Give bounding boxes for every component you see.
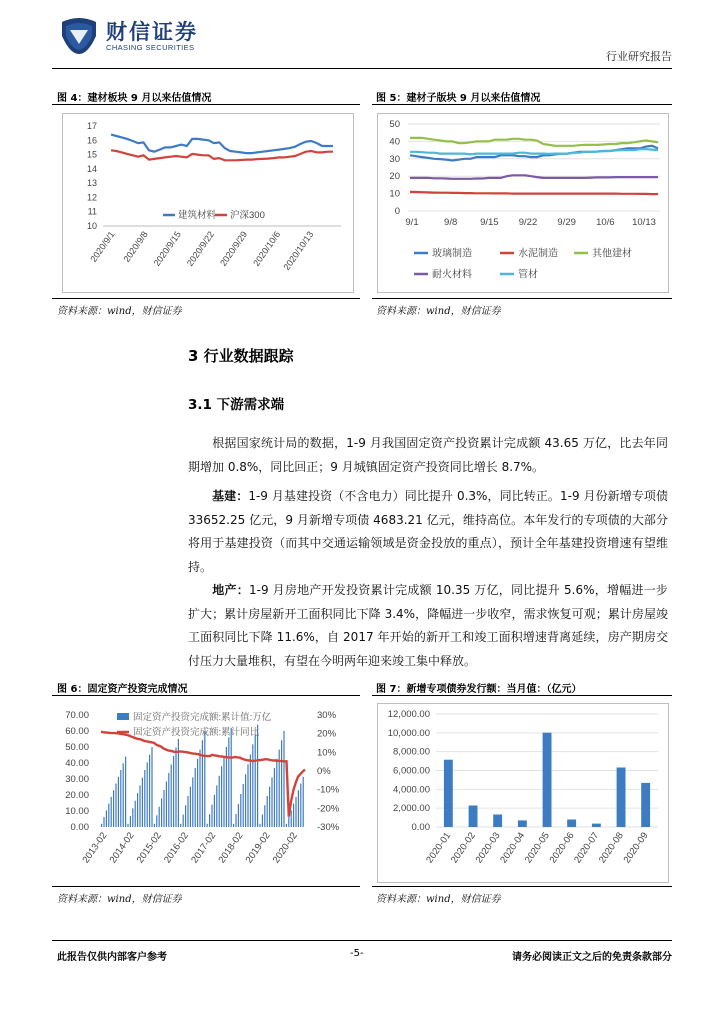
fig4-title-rule (52, 104, 360, 105)
fig4-legend-label: 沪深300 (230, 210, 265, 221)
fig6-xtick-label: 2017-02 (189, 830, 219, 866)
fig5-xtick-label: 9/22 (518, 217, 538, 228)
fig7-bar (469, 806, 478, 828)
fig5-legend-label: 水泥制造 (518, 248, 558, 260)
fig6-bar (125, 757, 126, 827)
fig5-legend-label: 其他建材 (592, 248, 632, 260)
fig6-bar (257, 725, 258, 827)
fig6-bar (135, 801, 136, 827)
fig4-source: 资料来源：wind，财信证券 (57, 306, 182, 317)
fig4-xtick-label: 2020/10/13 (281, 229, 316, 273)
fig6-ytick-left-label: 40.00 (65, 758, 89, 769)
fig6-xtick-label: 2014-02 (107, 830, 137, 866)
fig6-xtick-label: 2015-02 (134, 830, 164, 866)
fig4-title: 图 4：建材板块 9 月以来估值情况 (57, 93, 212, 104)
fig6-bar (108, 804, 109, 827)
fig6-bar (207, 824, 208, 827)
fig4-xtick-label: 2020/10/6 (251, 229, 283, 268)
fig6-bar (219, 776, 220, 827)
fig5-legend-label: 耐火材料 (432, 269, 472, 281)
fig5-source-rule (372, 298, 672, 299)
fig7-bar (567, 820, 576, 828)
fig4-chart-svg (63, 114, 353, 292)
fig6-bar (209, 814, 210, 827)
fig6-xtick-label: 2016-02 (162, 830, 192, 866)
fig6-ytick-left-label: 50.00 (65, 742, 89, 753)
fig5-series-line-5 (410, 149, 658, 154)
fig7-xtick-label: 2020-03 (473, 830, 503, 866)
fig6-bar (288, 817, 289, 827)
fig6-bar (192, 777, 193, 827)
fig6-title-rule (52, 695, 360, 696)
fig6-title: 图 6：固定资产投资完成情况 (57, 684, 188, 695)
fig4-xtick-label: 2020/9/22 (184, 229, 217, 268)
fig6-bar (171, 764, 172, 827)
logo-emblem-icon (58, 14, 100, 56)
fig6-bar (291, 810, 292, 827)
fig4-xtick-label: 2020/9/29 (218, 229, 250, 268)
logo-text-en: CHASING SECURITIES (106, 43, 195, 52)
fig6-legend-swatch-bar (117, 713, 129, 720)
fig4-ytick-label: 14 (86, 163, 97, 174)
fig7-bar (543, 733, 552, 827)
fig6-bar (245, 774, 246, 827)
fig6-bar (144, 770, 145, 827)
fig6-bar (259, 824, 260, 827)
fig6-bar (267, 796, 268, 827)
fig7-xtick-label: 2020-06 (547, 830, 577, 866)
page-number: -5- (350, 948, 364, 959)
fig6-bar (252, 744, 253, 827)
fig6-bar (264, 805, 265, 827)
section-heading: 3 行业数据跟踪 (188, 347, 294, 365)
fig6-bar (233, 824, 234, 827)
fig7-xtick-label: 2020-05 (522, 830, 552, 866)
fig5-source: 资料来源：wind，财信证券 (376, 306, 501, 317)
fig5-xtick-label: 9/1 (405, 217, 419, 228)
fig6-bar (180, 824, 181, 827)
fig7-chart-svg (378, 704, 668, 882)
fig5-ytick-label: 20 (389, 171, 400, 183)
fig6-ytick-left-label: 0.00 (70, 822, 89, 833)
paragraph-infrastructure (188, 485, 668, 579)
fig6-bar (283, 731, 284, 827)
paragraph-infrastructure-text: 1-9 月基建投资（不含电力）同比提升 0.3%，同比转正。1-9 月份新增专项债 33652.25 亿元，9 月新增专项债 4683.21 亿元，维持高位。本年发行的专项债的大部分将用于基建投资（而其中交通运输领域是资金投放的重点），预计全年基建投资增速有望维持。 (188, 489, 668, 574)
fig4-ytick-label: 13 (86, 178, 97, 189)
fig6-legend-label-bar: 固定资产投资完成额:累计值:万亿 (133, 712, 272, 723)
fig7-ytick-label: 8,000.00 (393, 746, 430, 758)
logo-text-cn: 财信证券 (106, 20, 198, 44)
fig7-xtick-label: 2020-02 (448, 830, 478, 866)
fig7-xtick-label: 2020-01 (424, 830, 454, 866)
report-type-label: 行业研究报告 (606, 50, 672, 63)
fig6-bar (123, 763, 124, 827)
footer-divider (52, 940, 672, 941)
fig6-bar (137, 793, 138, 827)
fig6-bar (195, 768, 196, 827)
fig5-ytick-label: 10 (389, 188, 400, 200)
paragraph-real-estate (188, 579, 668, 673)
fig6-source-rule (52, 886, 360, 887)
fig5-title-rule (372, 104, 672, 105)
fig4-source-rule (52, 298, 360, 299)
paragraph-real-estate-text: 1-9 月房地产开发投资累计完成额 10.35 万亿，同比提升 5.6%，增幅进一步扩大；累计房屋新开工面积同比下降 3.4%，降幅进一步收窄，需求恢复可观；累计房屋竣工面积同比下降 11.6%，自 2017 年开始的新开工和竣工面积增速背离延续，房产期房交付压力大量堆积，有望在今明两年迎来竣工集中释放。 (188, 583, 668, 668)
subsection-heading: 3.1 下游需求端 (188, 397, 285, 413)
fig7-title: 图 7：新增专项债券发行额：当月值：（亿元） (376, 684, 582, 695)
fig5-ytick-label: 0 (394, 206, 400, 217)
fig6-ytick-left-label: 10.00 (65, 806, 89, 817)
paragraph-fixed-asset-text: 根据国家统计局的数据，1-9 月我国固定资产投资累计完成额 43.65 万亿，比去年同期增加 0.8%，同比回正；9 月城镇固定资产投资同比增长 8.7%。 (188, 436, 668, 474)
fig6-bar (298, 790, 299, 827)
fig7-bar (518, 820, 527, 827)
fig6-bar (142, 778, 143, 827)
fig6-bar (231, 728, 232, 827)
fig6-ytick-right-label: 30% (317, 710, 337, 721)
fig6-bar (243, 784, 244, 827)
paragraph-real-estate-label: 地产： (212, 583, 249, 597)
fig6-ytick-right-label: 10% (317, 747, 337, 759)
fig6-bar (223, 757, 224, 827)
fig6-bar (187, 796, 188, 827)
fig5-ytick-label: 50 (389, 119, 400, 130)
fig4-ytick-label: 10 (86, 221, 97, 231)
fig7-xtick-label: 2020-04 (498, 830, 528, 866)
fig4-ytick-label: 17 (86, 121, 97, 131)
fig6-bar (154, 824, 155, 827)
fig6-bar (111, 797, 112, 827)
fig6-bar (295, 797, 296, 827)
fig7-ytick-label: 4,000.00 (393, 784, 430, 796)
fig5-legend-label: 管材 (518, 269, 538, 281)
fig6-ytick-right-label: 20% (317, 728, 337, 740)
fig6-bar (269, 787, 270, 827)
fig6-bar (276, 759, 277, 827)
fig6-bar (271, 777, 272, 827)
fig6-bar (197, 759, 198, 827)
fig6-bar (166, 781, 167, 827)
fig7-bar (444, 760, 453, 827)
fig6-chart-svg (55, 703, 360, 883)
fig6-bar (216, 785, 217, 827)
fig4-xtick-label: 2020/9/1 (88, 229, 117, 264)
fig7-chart (377, 703, 669, 883)
fig6-ytick-left-label: 70.00 (65, 710, 89, 721)
fig6-bar (185, 805, 186, 827)
fig4-legend-label: 建筑材料 (178, 210, 217, 221)
fig7-bar (641, 783, 650, 827)
fig6-xtick-label: 2018-02 (216, 830, 246, 866)
fig6-bar (118, 777, 119, 827)
fig5-legend-label: 玻璃制造 (432, 248, 472, 260)
fig4-ytick-label: 16 (86, 135, 97, 146)
fig6-bar (303, 777, 304, 827)
fig6-bar (103, 817, 104, 827)
fig4-xtick-label: 2020/9/8 (121, 229, 150, 264)
fig7-bar (493, 815, 502, 828)
fig6-bar (190, 787, 191, 827)
header-divider (52, 68, 672, 69)
fig6-bar (156, 815, 157, 827)
fig6-bar (262, 815, 263, 828)
footer-disclaimer-right: 请务必阅读正文之后的免责条款部分 (512, 952, 672, 963)
fig5-ytick-label: 30 (389, 153, 400, 165)
fig6-bar (240, 794, 241, 827)
fig6-bar (293, 804, 294, 827)
fig6-ytick-right-label: -10% (317, 784, 340, 796)
fig6-bar (127, 824, 128, 827)
fig6-bar (139, 785, 140, 827)
fig7-xtick-label: 2020-07 (572, 830, 602, 866)
fig6-bar (149, 755, 150, 827)
fig6-bar (163, 790, 164, 827)
fig6-bar (214, 795, 215, 827)
fig5-xtick-label: 9/29 (557, 217, 576, 228)
fig6-ytick-right-label: -20% (317, 803, 340, 815)
fig5-xtick-label: 9/15 (480, 217, 499, 228)
fig6-bar (238, 804, 239, 827)
paragraph-fixed-asset (188, 432, 668, 479)
fig6-bar (173, 756, 174, 827)
fig6-bar (183, 815, 184, 828)
fig6-bar (250, 754, 251, 827)
fig6-bar (115, 784, 116, 828)
fig6-ytick-left-label: 60.00 (65, 726, 89, 737)
fig6-bar (235, 814, 236, 827)
fig6-bar (202, 740, 203, 827)
fig6-bar (168, 773, 169, 827)
fig6-ytick-left-label: 30.00 (65, 774, 89, 785)
fig6-xtick-label: 2013-02 (80, 830, 110, 866)
fig6-bar (161, 798, 162, 827)
fig5-series-line-2 (410, 192, 658, 194)
fig6-chart (55, 703, 360, 883)
fig5-chart (377, 113, 669, 293)
fig7-bar (617, 768, 626, 828)
fig7-ytick-label: 12,000.00 (387, 709, 430, 720)
fig6-bar (226, 747, 227, 827)
fig6-source: 资料来源：wind，财信证券 (57, 894, 182, 905)
fig6-bar (204, 731, 205, 827)
fig6-bar (151, 747, 152, 827)
fig6-bar (106, 810, 107, 827)
fig6-bar (199, 750, 200, 827)
fig7-xtick-label: 2020-08 (596, 830, 626, 866)
company-logo (58, 14, 208, 56)
fig4-series-line-2 (111, 150, 333, 160)
fig6-bar (281, 740, 282, 827)
fig6-bar (147, 762, 148, 827)
paragraph-infrastructure-label: 基建： (212, 489, 249, 503)
fig7-title-rule (372, 695, 672, 696)
fig6-bar (130, 816, 131, 827)
fig4-ytick-label: 12 (86, 192, 97, 203)
fig6-xtick-label: 2020-02 (270, 830, 300, 866)
fig6-bar (300, 784, 301, 828)
fig6-bar (120, 770, 121, 827)
fig5-ytick-label: 40 (389, 136, 400, 148)
footer-disclaimer-left: 此报告仅供内部客户参考 (57, 952, 167, 963)
fig6-ytick-right-label: 0% (317, 766, 331, 777)
fig7-bar (592, 824, 601, 827)
fig6-bar (211, 805, 212, 827)
fig7-ytick-label: 2,000.00 (393, 803, 430, 815)
fig4-ytick-label: 11 (87, 206, 97, 217)
fig5-xtick-label: 10/13 (632, 217, 656, 228)
fig6-xtick-label: 2019-02 (243, 830, 273, 866)
fig4-chart (62, 113, 354, 293)
fig6-bar (255, 735, 256, 828)
fig6-bar (274, 768, 275, 827)
fig6-ytick-right-label: -30% (317, 822, 340, 833)
fig7-source-rule (372, 886, 672, 887)
fig6-ytick-left-label: 20.00 (65, 790, 89, 801)
fig5-chart-svg (378, 114, 668, 292)
fig6-bar (113, 790, 114, 827)
fig6-bar (247, 764, 248, 827)
fig4-xtick-label: 2020/9/15 (151, 229, 183, 268)
fig6-bar (221, 766, 222, 827)
fig7-ytick-label: 6,000.00 (393, 765, 430, 777)
fig7-xtick-label: 2020-09 (621, 830, 651, 866)
fig5-xtick-label: 10/6 (596, 217, 615, 228)
fig6-bar (101, 824, 102, 827)
fig6-bar (132, 808, 133, 827)
fig7-ytick-label: 0.00 (411, 822, 430, 833)
fig7-ytick-label: 10,000.00 (387, 727, 430, 739)
fig6-bar (175, 748, 176, 828)
fig7-source: 资料来源：wind，财信证券 (376, 894, 501, 905)
fig6-bar (159, 807, 160, 827)
fig5-xtick-label: 9/8 (444, 217, 458, 228)
fig6-bar (228, 737, 229, 827)
fig4-ytick-label: 15 (86, 149, 97, 160)
fig4-series-line-1 (111, 135, 333, 154)
fig6-bar (286, 824, 287, 827)
fig6-legend-label-line: 固定资产投资完成额:累计同比 (133, 727, 260, 738)
fig5-title: 图 5：建材子版块 9 月以来估值情况 (376, 93, 541, 104)
